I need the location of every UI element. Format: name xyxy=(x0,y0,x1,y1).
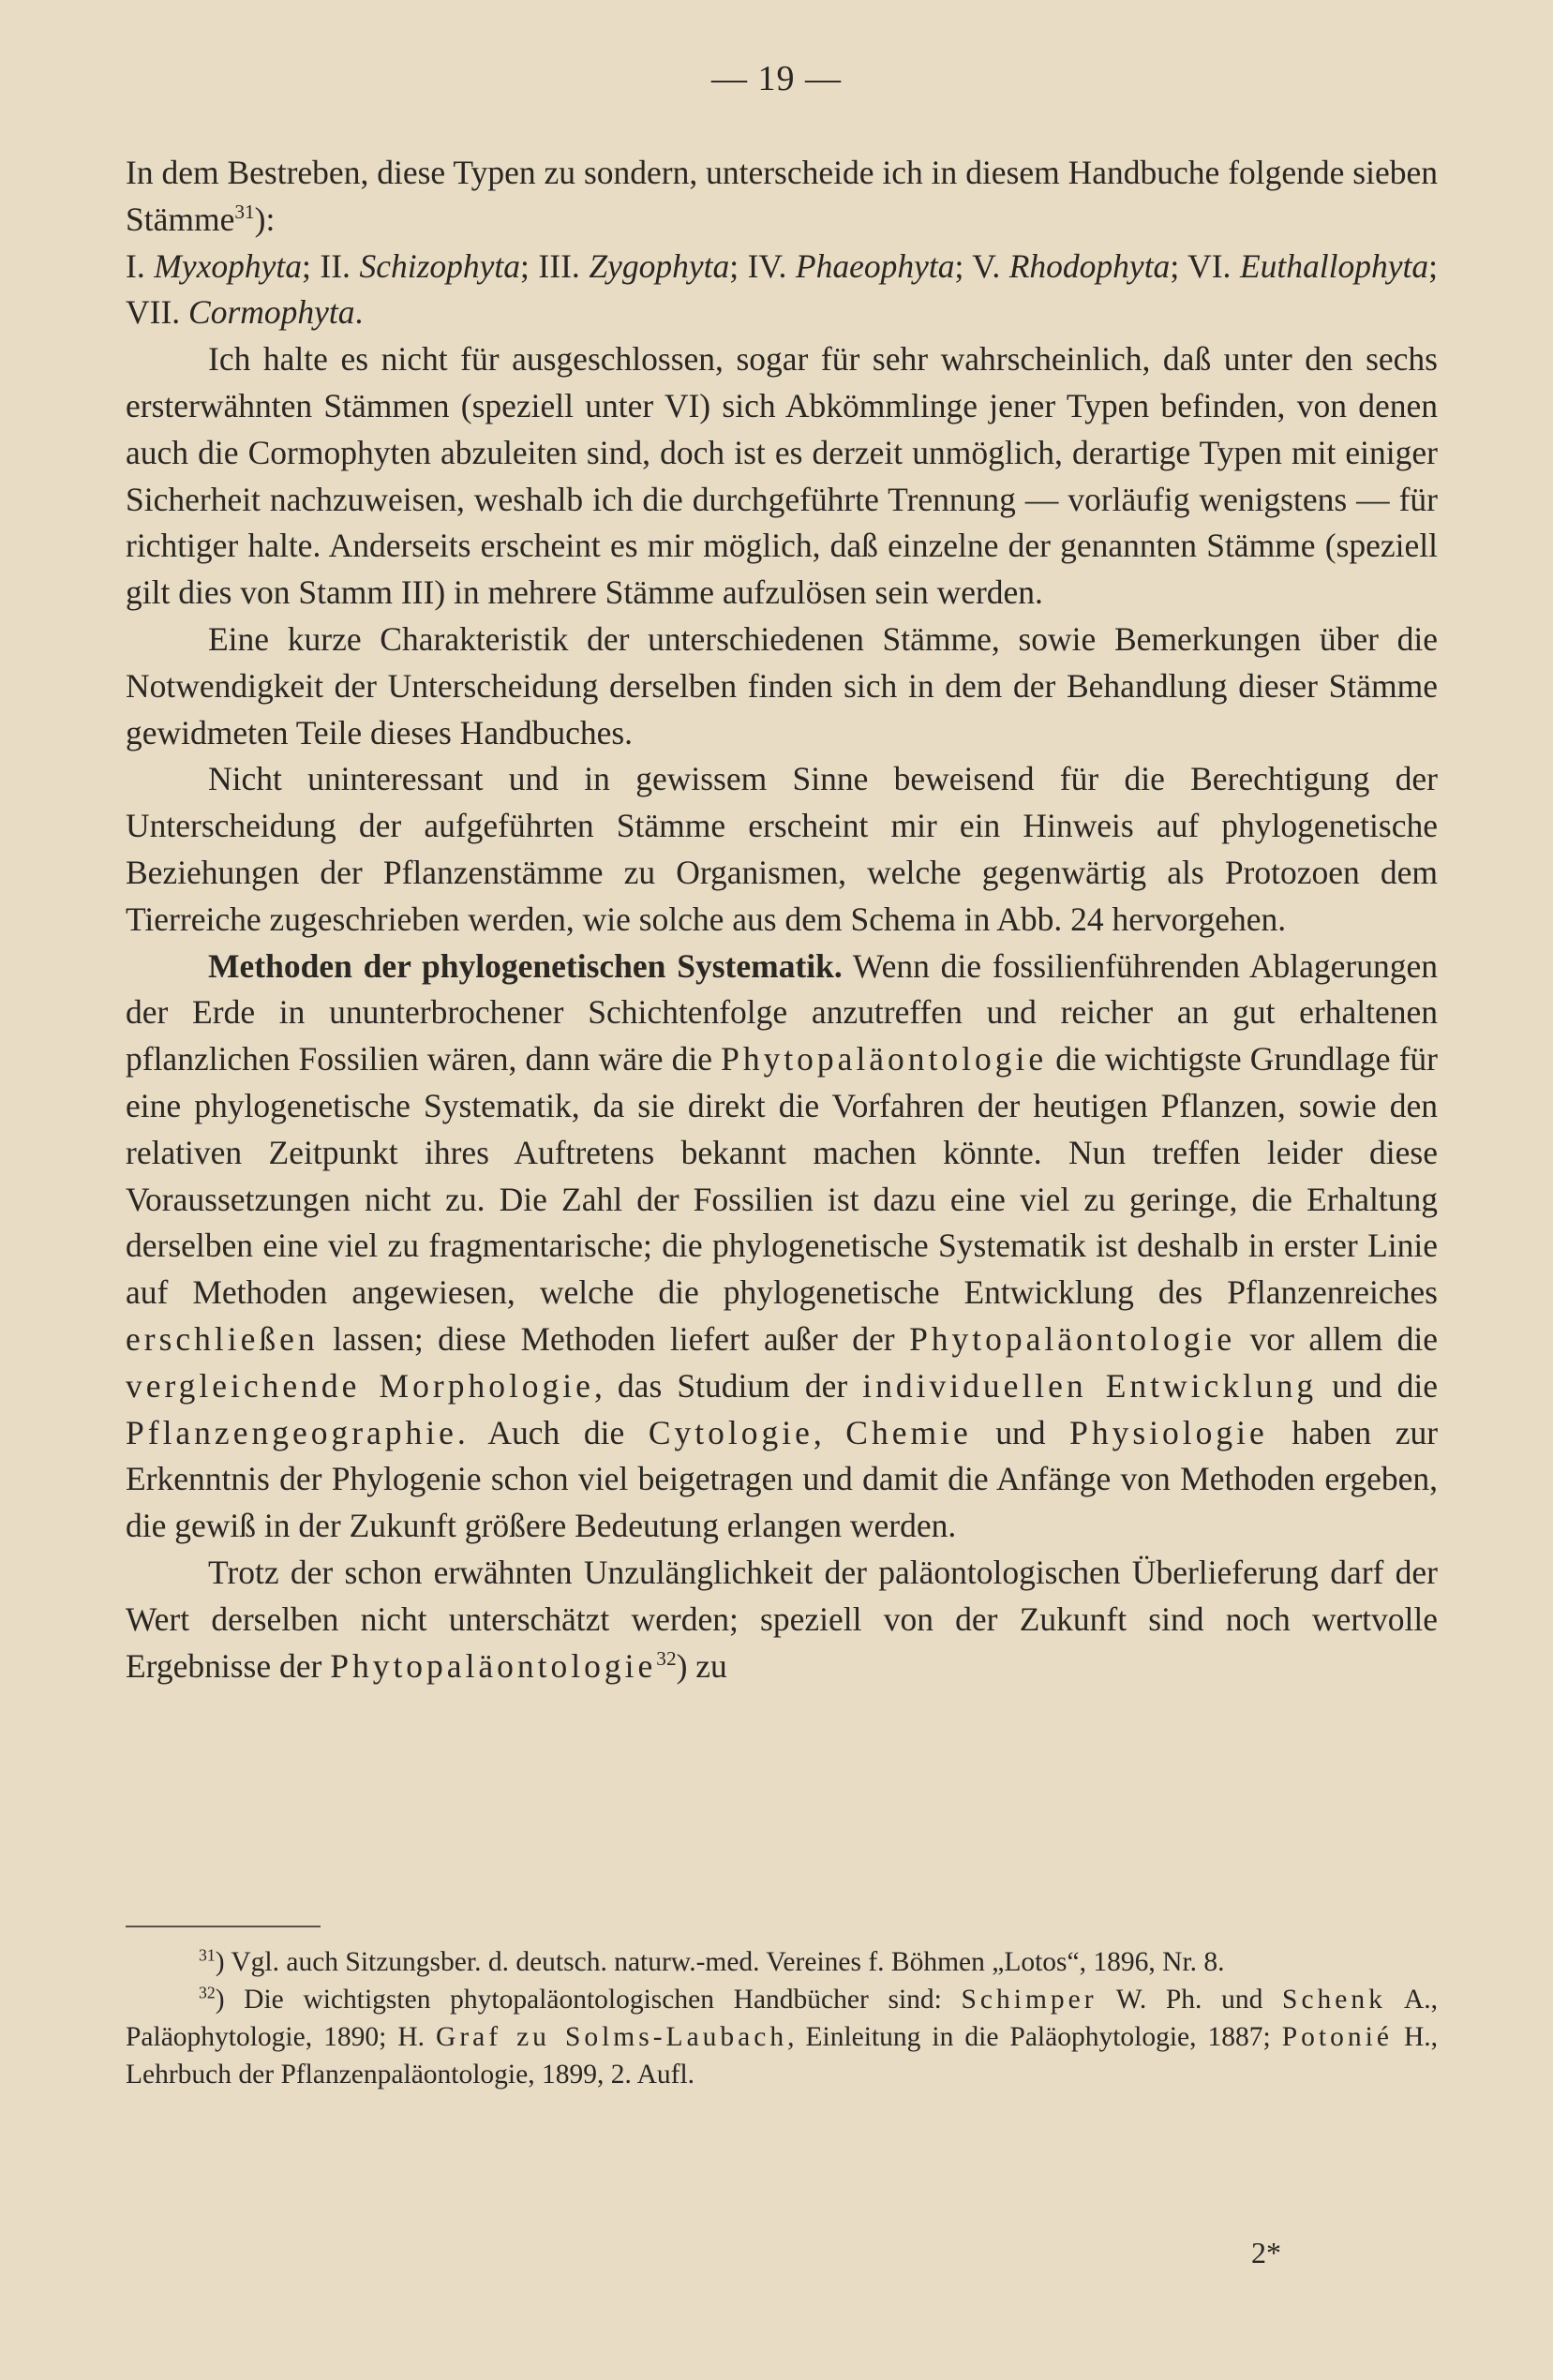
phylum-rhodophyta: Rhodophyta xyxy=(1008,246,1171,285)
paragraph-methods: Methoden der phylogenetischen Systematik. Wenn die fossilienführenden Ablagerungen der Erde in ununterbrochener Schichtenfolge anzutreffen und reicher an gut erhaltenen pflanzlichen Fossilien wären, dann wäre die Phytopaläontologie die wichtigste Grundlage für eine phylogenetische Systematik, da sie direkt die Vorfahren der heutigen Pflanzen, sowie den relativen Zeitpunkt ihres Auftretens bekannt machen könnte. Nun treffen leider diese Voraussetzungen nicht zu. Die Zahl der Fossilien ist dazu eine viel zu geringe, die Erhaltung derselben eine viel zu fragmentarische; die phylogenetische Systematik ist deshalb in erster Linie auf Methoden angewiesen, welche die phylogenetische Entwicklung des Pflanzenreiches erschließen lassen; diese Methoden liefert außer der Phytopaläontologie vor allem die vergleichende Morphologie, das Studium der individuellen Entwicklung und die Pflanzengeographie. Auch die Cytologie, Chemie und Physiologie haben zur Erkenntnis der Phylogenie schon viel beigetragen und damit die Anfänge von Methoden ergeben, die gewiß in der Zukunft größere Bedeutung erlangen werden. xyxy=(126,946,1439,1545)
paragraph-3: Eine kurze Charakteristik der unterschiedenen Stämme, sowie Bemerkungen über die Notwendigkeit der Unterscheidung derselben finden sich in dem der Behandlung dieser Stämme gewidmeten Teile dieses Handbuches. xyxy=(126,619,1438,751)
printer-signature: 2* xyxy=(1251,2236,1281,2269)
phylum-euthallophyta: Euthallophyta xyxy=(1239,246,1429,285)
phylum-myxophyta: Myxophyta xyxy=(154,246,302,285)
phylum-zygophyta: Zygophyta xyxy=(589,246,730,285)
footnotes xyxy=(126,1943,1438,2093)
footnote-ref-32[interactable]: 32 xyxy=(656,1646,677,1670)
page-number: — 19 — xyxy=(711,59,842,98)
phyla-list: I. Myxophyta; II. Schizophyta; III. Zygophyta; IV. Phaeophyta; V. Rhodophyta; VI. Euthallophyta; VII. Cormophyta. xyxy=(126,246,1438,332)
paragraph-intro: In dem Bestreben, diese Typen zu sondern, unterscheide ich in diesem Handbuche folgende sieben Stämme$^{31}$): xyxy=(126,154,1438,238)
phylum-schizophyta: Schizophyta xyxy=(359,246,521,285)
paragraph-6: Trotz der schon erwähnten Unzulänglichkeit der paläontologischen Überlieferung darf der Wert derselben nicht unterschätzt werden; speziell von der Zukunft sind noch wertvolle Ergebnisse der Phytopaläontologie$^{32}$) zu xyxy=(126,1553,1438,1685)
phylum-phaeophyta: Phaeophyta xyxy=(795,246,955,285)
footnote-32: $^{32}$) Die wichtigsten phytopaläontologischen Handbücher sind: Schimper W. Ph. und Schenk A., Paläophytologie, 1890; H. Graf zu Solms-Laubach, Einleitung in die Paläophytologie, 1887; Potonié H., Lehrbuch der Pflanzenpaläontologie, 1899, 2. Aufl. xyxy=(126,1983,1438,2090)
paragraph-2: Ich halte es nicht für ausgeschlossen, sogar für sehr wahrscheinlich, daß unter den sechs ersterwähnten Stämmen (speziell unter VI) sich Abkömmlinge jener Typen befinden, von denen auch die Cormophyten abzuleiten sind, doch ist es derzeit unmöglich, derartige Typen mit einiger Sicherheit nachzuweisen, weshalb ich die durchgeführte Trennung — vorläufig wenigstens — für richtiger halte. Anderseits erscheint es mir möglich, daß einzelne der genannten Stämme (speziell gilt dies von Stamm III) in mehrere Stämme aufzulösen sein werden. xyxy=(126,340,1438,612)
footnote-ref-31[interactable]: 31 xyxy=(234,201,255,224)
paragraph-4: Nicht uninteressant und in gewissem Sinne beweisend für die Berechtigung der Unterscheidung der aufgeführten Stämme erscheint mir ein Hinweis auf phylogenetische Beziehungen der Pflanzenstämme zu Organismen, welche gegenwärtig als Protozoen dem Tierreiche zugeschrieben werden, wie solche aus dem Schema in Abb. 24 hervorgehen. xyxy=(126,760,1438,938)
phylum-cormophyta: Cormophyta xyxy=(188,293,355,332)
main-text xyxy=(126,150,1438,1689)
footnote-divider xyxy=(126,1926,321,1927)
section-heading: Methoden der phylogenetischen Systematik. xyxy=(208,946,843,985)
footnote-31: $^{31}$) Vgl. auch Sitzungsber. d. deutsch. naturw.-med. Vereines f. Böhmen „Lotos“, 1896, Nr. 8. xyxy=(199,1945,1225,1977)
